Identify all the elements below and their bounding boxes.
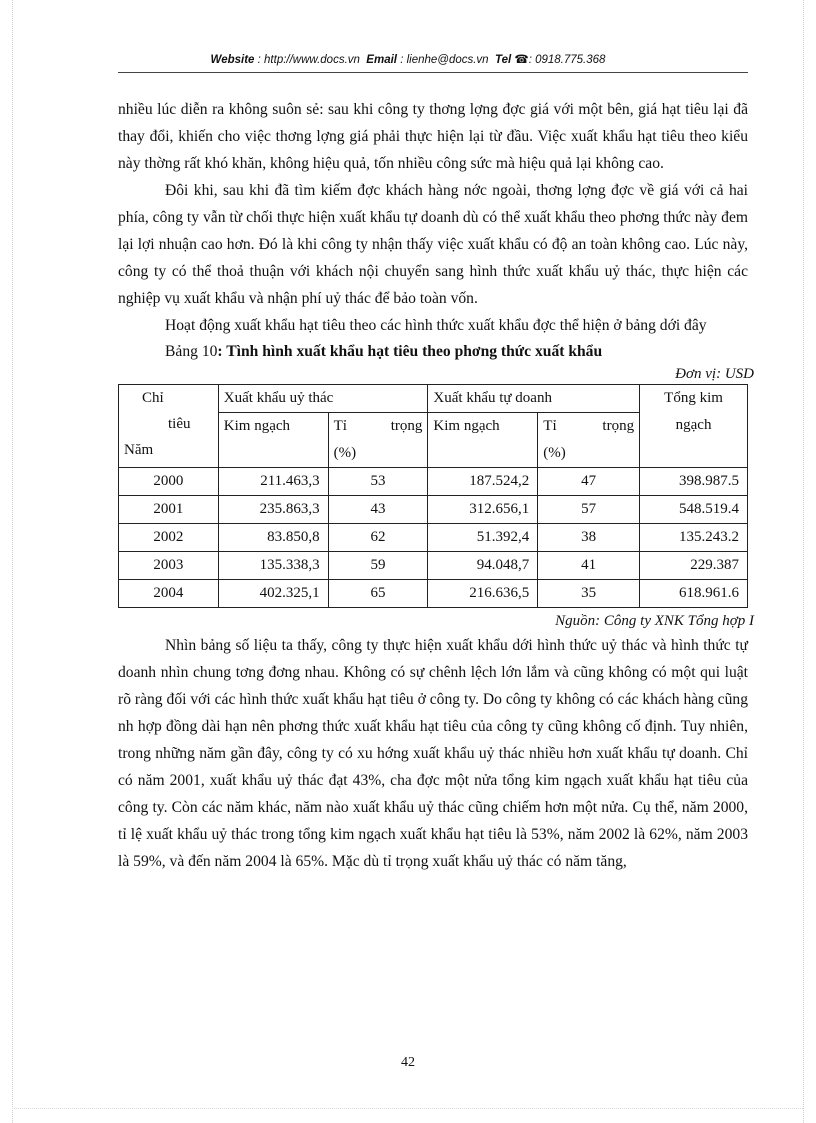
header-td-kim-ngach: Kim ngạch [428,413,538,468]
paragraph-3: Hoạt động xuất khẩu hạt tiêu theo các hình thức xuất khẩu đợc thể hiện ở bảng dới đây [165,317,707,334]
header-nam: Năm [124,442,154,458]
cell-ut-tt: 62 [328,524,428,552]
cell-td-tt: 35 [538,580,640,608]
cell-td-tt: 47 [538,468,640,496]
cell-td-kn: 187.524,2 [428,468,538,496]
page-header [0,52,816,66]
cell-ut-kn: 211.463,3 [218,468,328,496]
cell-ut-tt: 53 [328,468,428,496]
header-cell-chi-tieu-nam [119,385,219,468]
export-table [118,384,748,608]
cell-total: 135.243.2 [640,524,748,552]
table-caption [118,340,748,364]
header-group-uy-thac: Xuất khẩu uỷ thác [218,385,428,413]
header-td-ti: Tỉ [543,418,557,434]
cell-td-kn: 51.392,4 [428,524,538,552]
table-caption-prefix: Bảng 10 [165,343,218,360]
table-source: Nguồn: Công ty XNK Tổng hợp I [555,613,754,629]
header-ut-trong: trọng [390,418,423,434]
table-caption-title: : Tình hình xuất khẩu hạt tiêu theo phơng thức xuất khẩu [217,343,603,360]
cell-ut-kn: 135.338,3 [218,552,328,580]
page-number: 42 [401,1055,415,1070]
cell-ut-kn: 235.863,3 [218,496,328,524]
header-tieu: tiêu [168,416,191,432]
paragraph-4: Nhìn bảng số liệu ta thấy, công ty thực hiện xuất khẩu dới hình thức uỷ thác và hình thức tự doanh nhìn chung tơng đơng nhau. Không có sự chênh lệch lớn lắm và cũng không có một qui luật rõ ràng đối với các hình thức xuất khẩu hạt tiêu ở công ty. Do công ty không có các khách hàng cũng nh hợp đồng dài hạn nên phơng thức xuất khẩu hạt tiêu của công ty cũng không cố định. Tuy nhiên, trong những năm gần đây, công ty có xu hớng xuất khẩu uỷ thác nhiều hơn xuất khẩu tự doanh. Chỉ có năm 2001, xuất khẩu uỷ thác đạt 43%, cha đợc một nửa tổng kim ngạch xuất khẩu hạt tiêu của công ty. Còn các năm khác, năm nào xuất khẩu uỷ thác cũng chiếm hơn một nửa. Cụ thể, năm 2000, tỉ lệ xuất khẩu uỷ thác trong tổng kim ngạch xuất khẩu hạt tiêu là 53%, năm 2002 là 62%, năm 2003 là 59%, và đến năm 2004 là 65%. Mặc dù tỉ trọng xuất khẩu uỷ thác có năm tăng, [118,637,748,870]
table-body [119,468,748,608]
cell-total: 229.387 [640,552,748,580]
cell-total: 548.519.4 [640,496,748,524]
table-row [119,496,748,524]
cell-td-kn: 216.636,5 [428,580,538,608]
cell-td-kn: 94.048,7 [428,552,538,580]
cell-td-kn: 312.656,1 [428,496,538,524]
cell-td-tt: 41 [538,552,640,580]
paragraph-1: nhiều lúc diễn ra không suôn sẻ: sau khi công ty thơng lợng đợc giá với một bên, giá hạt tiêu lại đã thay đổi, khiến cho việc thơng lợng giá phải thực hiện lại từ đầu. Việc xuất khẩu hạt tiêu theo kiểu này thờng rất khó khăn, không hiệu quả, tốn nhiều công sức mà hiệu quả lại không cao. [118,101,748,172]
page-margin-right-guide [803,0,804,1123]
header-email-link[interactable]: : lienhe@docs.vn [400,54,489,66]
header-ut-ti: Tỉ [333,418,347,434]
header-tong-kim-ngach [640,385,748,468]
cell-ut-tt: 43 [328,496,428,524]
paragraph-2: Đôi khi, sau khi đã tìm kiếm đợc khách hàng nớc ngoài, thơng lợng đợc về giá với cả hai phía, công ty vẫn từ chối thực hiện xuất khẩu tự doanh dù có thể xuất khẩu theo phơng thức này đem lại lợi nhuận cao hơn. Đó là khi công ty nhận thấy việc xuất khẩu có độ an toàn không cao. Lúc này, công ty có thể thoả thuận với khách nội chuyển sang hình thức xuất khẩu uỷ thác, thực hiện các nghiệp vụ xuất khẩu và nhận phí uỷ thác để bảo toàn vốn. [118,182,748,307]
cell-ut-tt: 59 [328,552,428,580]
cell-year: 2003 [119,552,219,580]
cell-total: 398.987.5 [640,468,748,496]
cell-year: 2002 [119,524,219,552]
table-row [119,552,748,580]
header-td-pct: (%) [543,445,566,461]
header-tel-label: Tel [494,54,512,66]
header-website-link[interactable]: : http://www.docs.vn [257,54,360,66]
cell-total: 618.961.6 [640,580,748,608]
page-body [118,96,754,875]
header-website-label: Website [210,54,255,66]
header-divider [118,72,748,73]
table-header-row [119,385,748,413]
cell-td-tt: 38 [538,524,640,552]
cell-year: 2000 [119,468,219,496]
page-bottom-guide [12,1108,803,1109]
header-chi: Chỉ [142,390,164,406]
table-unit: Đơn vị: USD [675,366,754,382]
header-email-label: Email [366,54,397,66]
table-row [119,580,748,608]
header-ut-ti-trong [328,413,428,468]
header-tong-line1: Tổng kim [664,390,723,406]
table-row [119,524,748,552]
header-ut-pct: (%) [333,445,357,461]
cell-year: 2004 [119,580,219,608]
cell-ut-kn: 402.325,1 [218,580,328,608]
header-tong-line2: ngạch [675,417,712,433]
cell-td-tt: 57 [538,496,640,524]
header-td-ti-trong [538,413,640,468]
phone-icon: ☎ [514,54,529,66]
header-tel-value: : 0918.775.368 [528,54,606,66]
header-ut-kim-ngach: Kim ngạch [218,413,328,468]
table-row [119,468,748,496]
cell-ut-tt: 65 [328,580,428,608]
cell-year: 2001 [119,496,219,524]
header-td-trong: trọng [602,418,635,434]
cell-ut-kn: 83.850,8 [218,524,328,552]
header-group-tu-doanh: Xuất khẩu tự doanh [428,385,640,413]
page-margin-left-guide [12,0,13,1123]
